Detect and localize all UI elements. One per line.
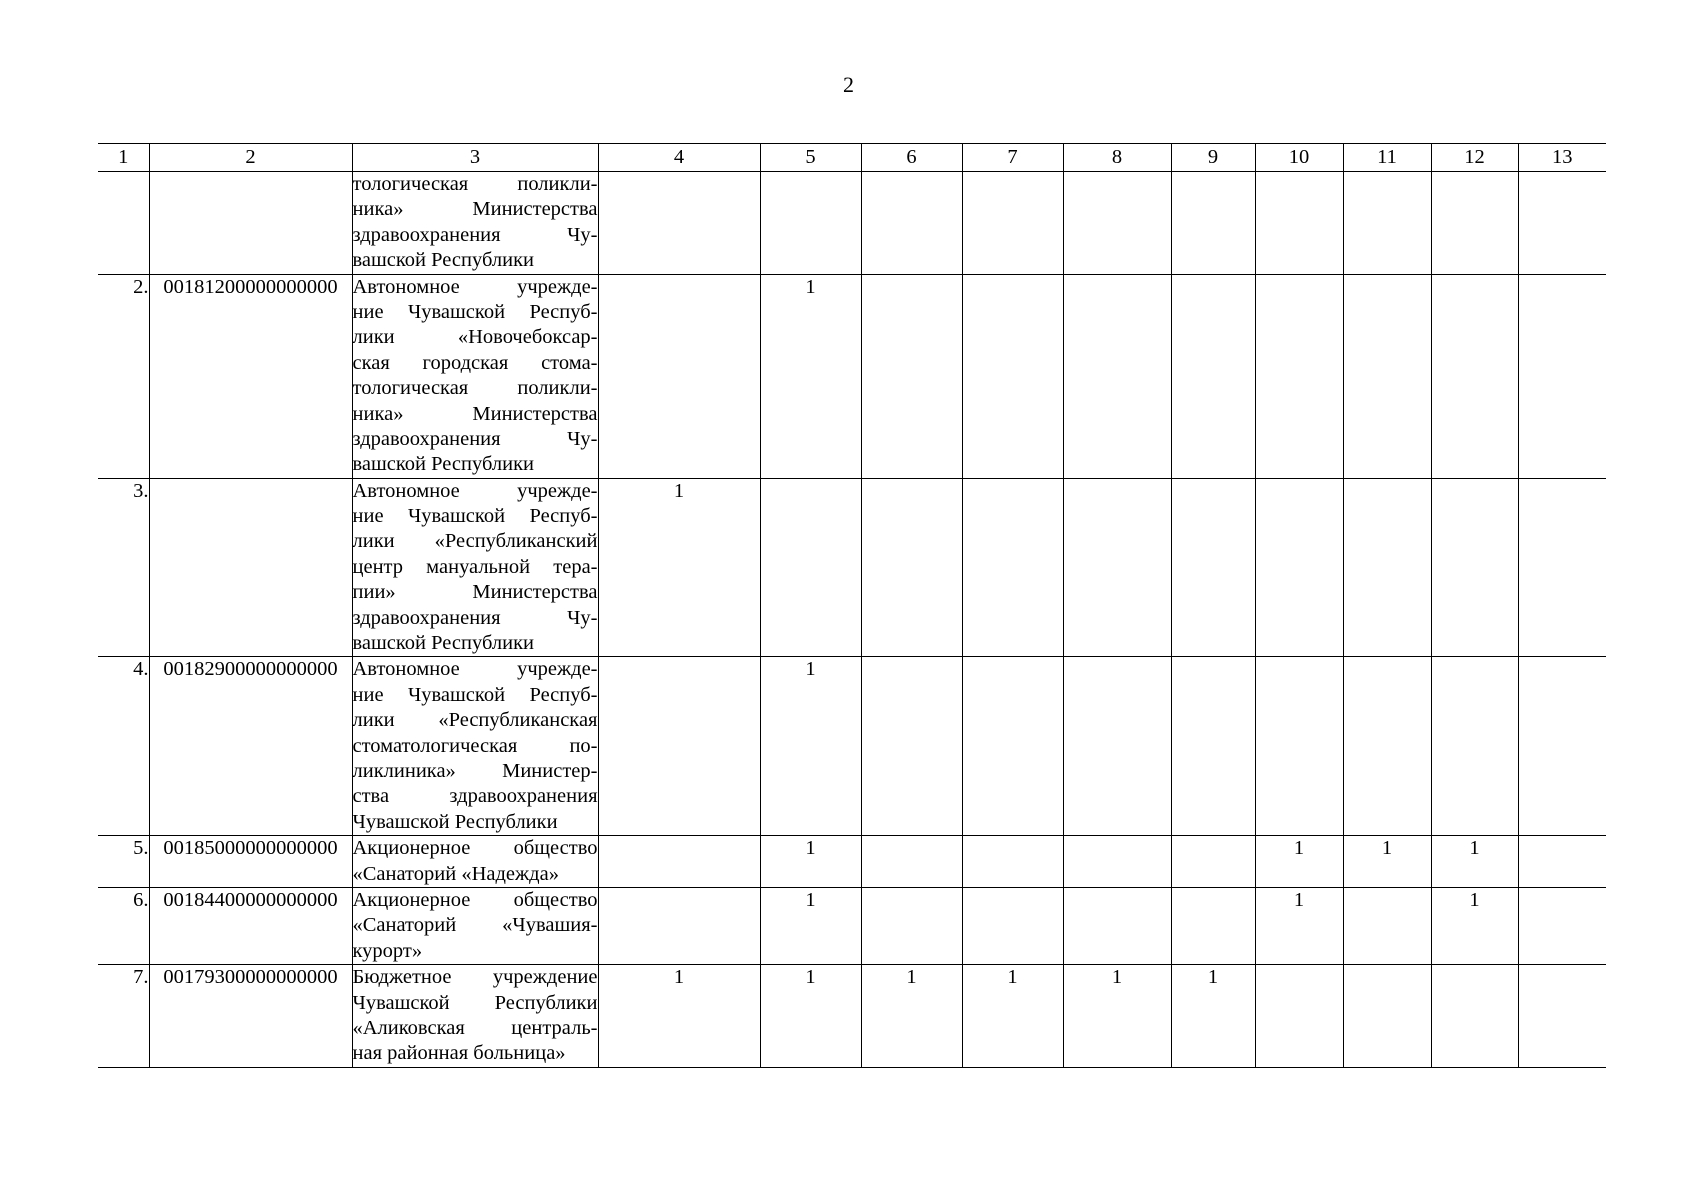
organization-name-line: центр мануальной тера- <box>352 555 598 578</box>
mark-cell <box>1255 274 1343 478</box>
mark-cell <box>1343 478 1431 657</box>
mark-cell <box>962 836 1063 888</box>
mark-cell: 1 <box>1431 836 1518 888</box>
mark-cell: 1 <box>760 887 861 964</box>
organization-name-line: лики «Новочебоксар- <box>352 326 598 349</box>
organization-name-line: «Санаторий «Чувашия- <box>352 914 598 937</box>
organization-name-line: Акционерное общество <box>352 888 598 911</box>
column-number-row <box>98 144 1606 172</box>
mark-cell <box>1518 478 1606 657</box>
column-header: 1 <box>98 144 149 172</box>
mark-cell: 1 <box>1343 836 1431 888</box>
mark-cell <box>598 836 760 888</box>
mark-cell <box>1343 887 1431 964</box>
column-header: 9 <box>1171 144 1255 172</box>
mark-cell <box>861 887 962 964</box>
mark-cell <box>861 172 962 275</box>
organization-name-line: ликлиника» Министер- <box>352 759 598 782</box>
mark-cell <box>1431 965 1518 1068</box>
mark-cell: 1 <box>760 274 861 478</box>
column-header: 13 <box>1518 144 1606 172</box>
mark-cell: 1 <box>598 965 760 1068</box>
mark-cell <box>1063 887 1171 964</box>
organization-name <box>352 836 598 888</box>
mark-cell <box>962 657 1063 836</box>
mark-cell: 1 <box>1431 887 1518 964</box>
organization-name-line: вашской Республики <box>352 453 534 476</box>
mark-cell <box>598 274 760 478</box>
organization-name-line: Автономное учрежде- <box>352 479 598 502</box>
column-header: 2 <box>149 144 352 172</box>
column-header: 10 <box>1255 144 1343 172</box>
organization-name-line: здравоохранения Чу- <box>352 223 598 246</box>
mark-cell <box>861 657 962 836</box>
organization-name-line: вашской Республики <box>352 632 534 655</box>
organization-name-line: Автономное учрежде- <box>352 275 598 298</box>
row-number: 2. <box>98 274 149 478</box>
column-header: 3 <box>352 144 598 172</box>
mark-cell <box>1431 478 1518 657</box>
row-number: 5. <box>98 836 149 888</box>
mark-cell <box>1343 965 1431 1068</box>
mark-cell <box>1343 172 1431 275</box>
organization-name-line: Бюджетное учреждение <box>352 966 598 989</box>
mark-cell <box>861 836 962 888</box>
table-row <box>98 657 1606 836</box>
organization-code: 00185000000000000 <box>149 836 352 888</box>
organization-name <box>352 274 598 478</box>
organization-name-line: Чувашской Республики <box>352 991 598 1014</box>
mark-cell <box>1518 836 1606 888</box>
organization-name-line: вашской Республики <box>352 249 534 272</box>
mark-cell <box>1063 657 1171 836</box>
mark-cell: 1 <box>760 657 861 836</box>
row-number: 4. <box>98 657 149 836</box>
mark-cell <box>962 887 1063 964</box>
organization-name-line: пии» Министерства <box>352 581 598 604</box>
mark-cell <box>1171 887 1255 964</box>
mark-cell <box>1518 274 1606 478</box>
organization-name-line: Автономное учрежде- <box>352 658 598 681</box>
mark-cell <box>1171 172 1255 275</box>
mark-cell <box>1063 274 1171 478</box>
row-number: 7. <box>98 965 149 1068</box>
mark-cell <box>1343 657 1431 836</box>
mark-cell <box>1343 274 1431 478</box>
mark-cell <box>1518 887 1606 964</box>
mark-cell: 1 <box>1255 836 1343 888</box>
mark-cell: 1 <box>861 965 962 1068</box>
table-row <box>98 965 1606 1068</box>
organization-name-line: здравоохранения Чу- <box>352 427 598 450</box>
mark-cell <box>1518 965 1606 1068</box>
mark-cell <box>1518 172 1606 275</box>
table-body <box>98 172 1606 1068</box>
organization-code: 00179300000000000 <box>149 965 352 1068</box>
mark-cell: 1 <box>598 478 760 657</box>
organization-name-line: лики «Республиканский <box>352 530 598 553</box>
mark-cell <box>1518 657 1606 836</box>
column-header: 8 <box>1063 144 1171 172</box>
mark-cell <box>1431 657 1518 836</box>
organization-name <box>352 965 598 1068</box>
row-number <box>98 172 149 275</box>
mark-cell <box>962 274 1063 478</box>
mark-cell: 1 <box>760 965 861 1068</box>
organization-name-line: ние Чувашской Респуб- <box>352 683 598 706</box>
organization-name-line: Акционерное общество <box>352 837 598 860</box>
mark-cell <box>598 657 760 836</box>
data-table <box>98 143 1606 1068</box>
column-header: 11 <box>1343 144 1431 172</box>
organization-code: 00184400000000000 <box>149 887 352 964</box>
mark-cell <box>1255 172 1343 275</box>
organization-name-line: ная районная больница» <box>352 1042 566 1065</box>
organization-code <box>149 172 352 275</box>
organization-code <box>149 478 352 657</box>
mark-cell <box>1431 274 1518 478</box>
organization-name-line: здравоохранения Чу- <box>352 606 598 629</box>
mark-cell <box>962 478 1063 657</box>
mark-cell <box>1171 836 1255 888</box>
mark-cell: 1 <box>1255 887 1343 964</box>
mark-cell <box>1171 274 1255 478</box>
organization-name <box>352 657 598 836</box>
organization-name <box>352 887 598 964</box>
organization-name-line: Чувашской Республики <box>352 810 558 833</box>
table-row <box>98 274 1606 478</box>
table-row <box>98 478 1606 657</box>
organization-name-line: ская городская стома- <box>352 351 598 374</box>
mark-cell <box>1255 657 1343 836</box>
organization-name-line: ние Чувашской Респуб- <box>352 300 598 323</box>
mark-cell <box>1431 172 1518 275</box>
row-number: 3. <box>98 478 149 657</box>
mark-cell <box>760 172 861 275</box>
mark-cell <box>598 887 760 964</box>
row-number: 6. <box>98 887 149 964</box>
organization-name-line: лики «Республиканская <box>352 709 598 732</box>
mark-cell <box>861 274 962 478</box>
organization-name-line: «Аликовская централь- <box>352 1016 598 1039</box>
mark-cell: 1 <box>1171 965 1255 1068</box>
table-row <box>98 172 1606 275</box>
mark-cell <box>598 172 760 275</box>
mark-cell: 1 <box>760 836 861 888</box>
mark-cell <box>1063 836 1171 888</box>
column-header: 4 <box>598 144 760 172</box>
mark-cell <box>1171 657 1255 836</box>
organization-name-line: стоматологическая по- <box>352 734 598 757</box>
mark-cell <box>1171 478 1255 657</box>
organization-code: 00181200000000000 <box>149 274 352 478</box>
mark-cell <box>760 478 861 657</box>
organization-name-line: тологическая поликли- <box>352 173 598 195</box>
column-header: 12 <box>1431 144 1518 172</box>
table-row <box>98 887 1606 964</box>
mark-cell: 1 <box>1063 965 1171 1068</box>
organization-name-line: ства здравоохранения <box>352 785 598 808</box>
mark-cell <box>962 172 1063 275</box>
column-header: 7 <box>962 144 1063 172</box>
table-row <box>98 836 1606 888</box>
organization-name-line: курорт» <box>352 939 423 962</box>
mark-cell <box>1255 965 1343 1068</box>
mark-cell <box>1255 478 1343 657</box>
organization-name <box>352 478 598 657</box>
organization-name-line: ника» Министерства <box>352 198 598 221</box>
mark-cell: 1 <box>962 965 1063 1068</box>
column-header: 6 <box>861 144 962 172</box>
organization-name-line: ника» Министерства <box>352 402 598 425</box>
organization-name-line: «Санаторий «Надежда» <box>352 862 559 885</box>
organization-name-line: тологическая поликли- <box>352 377 598 400</box>
mark-cell <box>1063 172 1171 275</box>
organization-code: 00182900000000000 <box>149 657 352 836</box>
mark-cell <box>861 478 962 657</box>
page-number: 2 <box>843 72 854 97</box>
organization-name-line: ние Чувашской Респуб- <box>352 505 598 528</box>
mark-cell <box>1063 478 1171 657</box>
organization-name <box>352 172 598 275</box>
column-header: 5 <box>760 144 861 172</box>
